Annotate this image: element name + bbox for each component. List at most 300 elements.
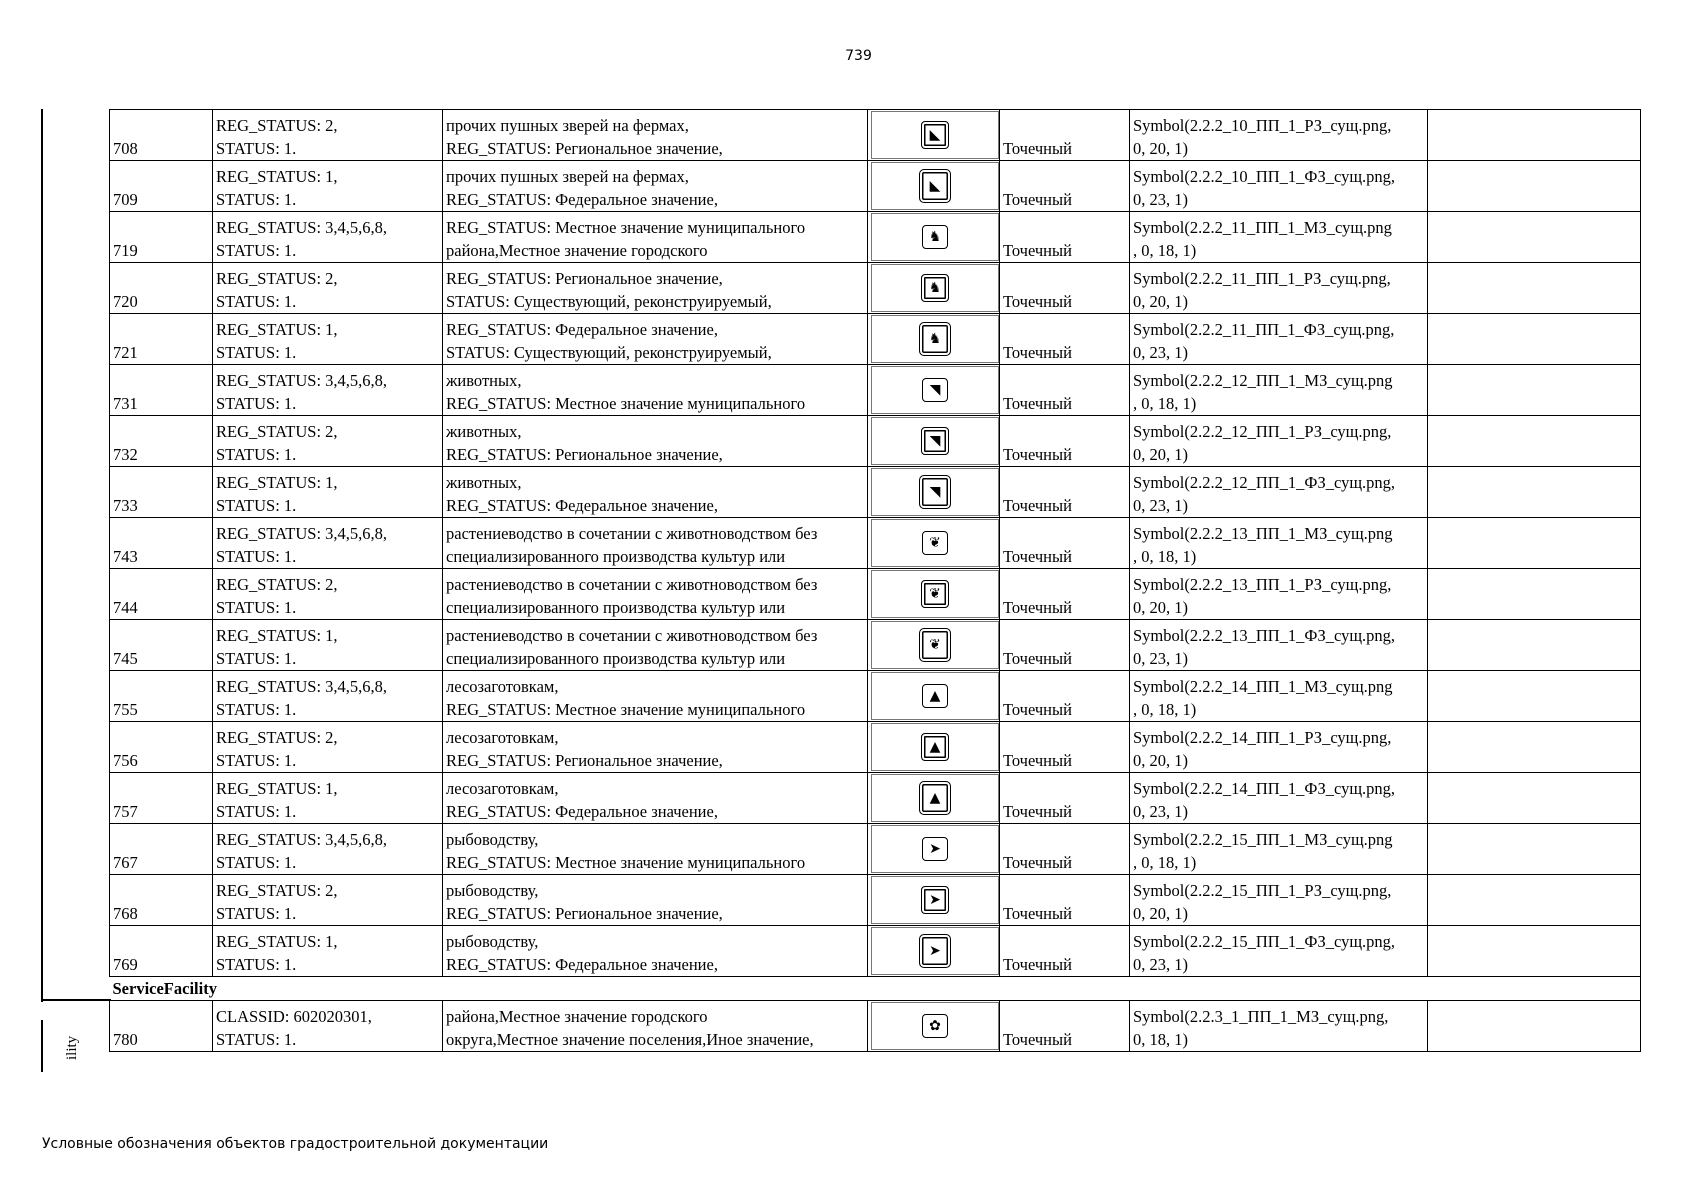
description-cell-text: рыбоводству,: [446, 932, 539, 951]
symbol-expression-cell-text: 0, 23, 1): [1133, 343, 1188, 362]
symbol-expression-cell-text: 0, 20, 1): [1133, 598, 1188, 617]
geometry-type-cell-text: Точечный: [1003, 139, 1072, 158]
symbol-expression-cell-text: Symbol(2.2.2_15_ПП_1_ФЗ_сущ.png,: [1133, 932, 1396, 951]
symbol-expression-cell-text: Symbol(2.2.2_14_ПП_1_МЗ_сущ.png: [1133, 677, 1393, 696]
condition-cell: [213, 314, 443, 365]
symbol-frame: [871, 468, 999, 516]
geometry-type-cell: [1000, 620, 1130, 671]
fish-icon-glyph: ➤: [929, 892, 941, 908]
condition-cell: [213, 722, 443, 773]
table-row: [110, 875, 1641, 926]
description-cell-text: животных,: [446, 473, 522, 492]
condition-cell-text: REG_STATUS: 3,4,5,6,8,: [216, 830, 388, 849]
table-row: [110, 1001, 1641, 1052]
row-id: [110, 263, 213, 314]
symbol-preview-cell: [868, 212, 1000, 263]
symbol-expression-cell-text: 0, 20, 1): [1133, 445, 1188, 464]
description-cell-text: растениеводство в сочетании с животноводством без: [446, 626, 818, 645]
description-cell-text: REG_STATUS: Федеральное значение,: [446, 802, 718, 821]
symbol-expression-cell-text: Symbol(2.2.2_12_ПП_1_РЗ_сущ.png,: [1133, 422, 1392, 441]
fur-animal-icon: [921, 121, 949, 149]
description-cell-text: лесозаготовкам,: [446, 677, 559, 696]
animal-icon: [921, 427, 949, 455]
condition-cell-text: REG_STATUS: 3,4,5,6,8,: [216, 218, 388, 237]
symbol-expression-cell-text: Symbol(2.2.2_14_ПП_1_РЗ_сущ.png,: [1133, 728, 1392, 747]
row-id: [110, 365, 213, 416]
service-facility-icon: [922, 1014, 948, 1038]
symbol-expression-cell-text: Symbol(2.2.2_15_ПП_1_МЗ_сущ.png: [1133, 830, 1393, 849]
animal-icon: [922, 378, 948, 402]
table-row: [110, 671, 1641, 722]
row-id: [110, 314, 213, 365]
row-id-text: 731: [113, 394, 138, 413]
symbol-frame: [871, 162, 999, 210]
symbol-frame: [871, 315, 999, 363]
row-id: [110, 569, 213, 620]
fish-icon: [922, 837, 948, 861]
geometry-type-cell-text: Точечный: [1003, 1030, 1072, 1049]
condition-cell: [213, 263, 443, 314]
symbol-expression-cell-text: Symbol(2.2.2_12_ПП_1_МЗ_сущ.png: [1133, 371, 1393, 390]
row-id-text: 767: [113, 853, 138, 872]
condition-cell-text: STATUS: 1.: [216, 904, 297, 923]
condition-cell: [213, 926, 443, 977]
description-cell-text: STATUS: Существующий, реконструируемый,: [446, 343, 772, 362]
geometry-type-cell-text: Точечный: [1003, 241, 1072, 260]
notes-cell: [1428, 926, 1641, 977]
animal-icon-glyph: ◥: [929, 484, 941, 500]
condition-cell-text: REG_STATUS: 1,: [216, 626, 338, 645]
condition-cell-text: REG_STATUS: 3,4,5,6,8,: [216, 677, 388, 696]
description-cell: [443, 416, 868, 467]
symbol-preview-cell: [868, 824, 1000, 875]
geometry-type-cell: [1000, 722, 1130, 773]
symbol-preview-cell: [868, 518, 1000, 569]
geometry-type-cell-text: Точечный: [1003, 700, 1072, 719]
description-cell-text: REG_STATUS: Региональное значение,: [446, 445, 723, 464]
geometry-type-cell: [1000, 1001, 1130, 1052]
geometry-type-cell-text: Точечный: [1003, 598, 1072, 617]
condition-cell-text: STATUS: 1.: [216, 190, 297, 209]
description-cell: [443, 467, 868, 518]
row-id-text: 721: [113, 343, 138, 362]
fish-icon-glyph: ➤: [929, 841, 941, 857]
description-cell-text: REG_STATUS: Региональное значение,: [446, 139, 723, 158]
condition-cell: [213, 875, 443, 926]
symbol-frame: [871, 774, 999, 822]
geometry-type-cell-text: Точечный: [1003, 904, 1072, 923]
geometry-type-cell: [1000, 314, 1130, 365]
table-row: [110, 824, 1641, 875]
notes-cell: [1428, 569, 1641, 620]
description-cell-text: специализированного производства культур или: [446, 547, 786, 566]
symbol-expression-cell-text: 0, 23, 1): [1133, 649, 1188, 668]
description-cell: [443, 671, 868, 722]
condition-cell-text: STATUS: 1.: [216, 1030, 297, 1049]
condition-cell-text: STATUS: 1.: [216, 343, 297, 362]
row-id: [110, 620, 213, 671]
mixed-farming-icon: [921, 580, 949, 608]
mixed-farming-icon-glyph: ❦: [929, 535, 941, 551]
poultry-icon: [921, 274, 949, 302]
table-row: [110, 926, 1641, 977]
description-cell: [443, 263, 868, 314]
symbol-preview-cell: [868, 722, 1000, 773]
geometry-type-cell-text: Точечный: [1003, 496, 1072, 515]
symbol-frame: [871, 927, 999, 975]
geometry-type-cell-text: Точечный: [1003, 955, 1072, 974]
symbol-preview-cell: [868, 161, 1000, 212]
description-cell: [443, 161, 868, 212]
condition-cell-text: REG_STATUS: 1,: [216, 932, 338, 951]
notes-cell: [1428, 875, 1641, 926]
condition-cell: [213, 671, 443, 722]
animal-icon-glyph: ◥: [929, 433, 941, 449]
row-id-text: 768: [113, 904, 138, 923]
table-row: [110, 110, 1641, 161]
condition-cell: [213, 212, 443, 263]
description-cell: [443, 365, 868, 416]
description-cell-text: животных,: [446, 422, 522, 441]
condition-cell: [213, 569, 443, 620]
footer-caption: Условные обозначения объектов градостроительной документации: [42, 1136, 549, 1152]
row-id: [110, 671, 213, 722]
description-cell-text: прочих пушных зверей на фермах,: [446, 116, 689, 135]
poultry-icon-glyph: ♞: [928, 331, 942, 347]
mixed-farming-icon-glyph: ❦: [929, 637, 941, 653]
description-cell: [443, 875, 868, 926]
notes-cell: [1428, 518, 1641, 569]
table-row: [110, 620, 1641, 671]
notes-cell: [1428, 110, 1641, 161]
description-cell: [443, 722, 868, 773]
notes-cell: [1428, 671, 1641, 722]
table-row: [110, 467, 1641, 518]
symbol-expression-cell-text: Symbol(2.2.2_10_ПП_1_ФЗ_сущ.png,: [1133, 167, 1396, 186]
symbol-expression-cell: [1130, 926, 1428, 977]
condition-cell: [213, 1001, 443, 1052]
mixed-farming-icon: [922, 531, 948, 555]
row-id: [110, 722, 213, 773]
row-id-text: 745: [113, 649, 138, 668]
symbol-preview-cell: [868, 365, 1000, 416]
row-id: [110, 110, 213, 161]
symbol-expression-cell-text: , 0, 18, 1): [1133, 700, 1197, 719]
symbol-expression-cell-text: 0, 23, 1): [1133, 190, 1188, 209]
row-id-text: 709: [113, 190, 138, 209]
symbol-frame: [871, 825, 999, 873]
symbol-preview-cell: [868, 263, 1000, 314]
notes-cell: [1428, 722, 1641, 773]
table-row: [110, 773, 1641, 824]
condition-cell-text: REG_STATUS: 1,: [216, 779, 338, 798]
condition-cell: [213, 467, 443, 518]
condition-cell-text: STATUS: 1.: [216, 547, 297, 566]
mixed-farming-icon: [919, 628, 951, 662]
poultry-icon-glyph: ♞: [928, 280, 942, 296]
symbol-expression-cell: [1130, 518, 1428, 569]
geometry-type-cell-text: Точечный: [1003, 394, 1072, 413]
symbol-frame: [871, 111, 999, 159]
fur-animal-icon-glyph: ◣: [929, 178, 941, 194]
description-cell-text: рыбоводству,: [446, 881, 539, 900]
geometry-type-cell-text: Точечный: [1003, 751, 1072, 770]
description-cell-text: специализированного производства культур или: [446, 598, 786, 617]
row-id-text: 757: [113, 802, 138, 821]
symbol-expression-cell-text: 0, 23, 1): [1133, 802, 1188, 821]
mixed-farming-icon-glyph: ❦: [929, 586, 941, 602]
symbol-expression-cell-text: Symbol(2.2.2_13_ПП_1_МЗ_сущ.png: [1133, 524, 1393, 543]
table-row: [110, 722, 1641, 773]
symbol-expression-cell: [1130, 365, 1428, 416]
table-row: [110, 416, 1641, 467]
condition-cell-text: REG_STATUS: 3,4,5,6,8,: [216, 524, 388, 543]
table-row: [110, 365, 1641, 416]
geometry-type-cell: [1000, 161, 1130, 212]
condition-cell-text: REG_STATUS: 2,: [216, 575, 338, 594]
tree-icon: [922, 684, 948, 708]
description-cell: [443, 926, 868, 977]
symbol-preview-cell: [868, 110, 1000, 161]
description-cell-text: STATUS: Существующий, реконструируемый,: [446, 292, 772, 311]
description-cell-text: растениеводство в сочетании с животноводством без: [446, 575, 818, 594]
symbol-expression-cell: [1130, 110, 1428, 161]
row-id-text: 708: [113, 139, 138, 158]
symbol-expression-cell-text: Symbol(2.2.2_11_ПП_1_РЗ_сущ.png,: [1133, 269, 1391, 288]
symbol-expression-cell: [1130, 824, 1428, 875]
symbol-frame: [871, 213, 999, 261]
condition-cell-text: STATUS: 1.: [216, 649, 297, 668]
symbol-frame: [871, 1002, 999, 1050]
description-cell-text: REG_STATUS: Федеральное значение,: [446, 320, 718, 339]
geometry-type-cell: [1000, 926, 1130, 977]
condition-cell-text: STATUS: 1.: [216, 853, 297, 872]
condition-cell-text: STATUS: 1.: [216, 955, 297, 974]
geometry-type-cell-text: Точечный: [1003, 445, 1072, 464]
geometry-type-cell-text: Точечный: [1003, 292, 1072, 311]
condition-cell: [213, 416, 443, 467]
table-row: [110, 518, 1641, 569]
symbol-expression-cell-text: Symbol(2.2.2_13_ПП_1_ФЗ_сущ.png,: [1133, 626, 1396, 645]
symbol-expression-cell: [1130, 212, 1428, 263]
condition-cell: [213, 773, 443, 824]
symbol-expression-cell-text: Symbol(2.2.3_1_ПП_1_МЗ_сущ.png,: [1133, 1007, 1389, 1026]
rotated-side-label: ility: [64, 1035, 80, 1060]
symbol-expression-cell-text: Symbol(2.2.2_10_ПП_1_РЗ_сущ.png,: [1133, 116, 1392, 135]
condition-cell-text: STATUS: 1.: [216, 496, 297, 515]
section-divider: [41, 999, 111, 1001]
symbol-frame: [871, 519, 999, 567]
description-cell: [443, 824, 868, 875]
section-title: ServiceFacility: [110, 977, 1641, 1001]
row-id-text: 744: [113, 598, 138, 617]
row-id-text: 769: [113, 955, 138, 974]
symbol-preview-cell: [868, 620, 1000, 671]
service-facility-icon-glyph: ✿: [929, 1018, 941, 1034]
description-cell-text: района,Местное значение городского: [446, 1007, 708, 1026]
row-id-text: 720: [113, 292, 138, 311]
symbol-frame: [871, 723, 999, 771]
row-id: [110, 467, 213, 518]
symbol-frame: [871, 876, 999, 924]
geometry-type-cell: [1000, 824, 1130, 875]
condition-cell-text: REG_STATUS: 2,: [216, 269, 338, 288]
geometry-type-cell: [1000, 110, 1130, 161]
row-id: [110, 212, 213, 263]
condition-cell-text: STATUS: 1.: [216, 292, 297, 311]
symbol-frame: [871, 417, 999, 465]
symbol-frame: [871, 570, 999, 618]
description-cell: [443, 569, 868, 620]
notes-cell: [1428, 212, 1641, 263]
tree-icon-glyph: ▲: [929, 688, 941, 704]
tree-icon-glyph: ▲: [929, 790, 941, 806]
symbol-expression-cell: [1130, 569, 1428, 620]
description-cell-text: REG_STATUS: Федеральное значение,: [446, 190, 718, 209]
condition-cell-text: REG_STATUS: 1,: [216, 320, 338, 339]
geometry-type-cell-text: Точечный: [1003, 649, 1072, 668]
description-cell-text: растениеводство в сочетании с животноводством без: [446, 524, 818, 543]
symbol-expression-cell-text: Symbol(2.2.2_11_ПП_1_МЗ_сущ.png: [1133, 218, 1392, 237]
symbol-expression-cell: [1130, 1001, 1428, 1052]
geometry-type-cell-text: Точечный: [1003, 853, 1072, 872]
symbol-expression-cell-text: 0, 18, 1): [1133, 1030, 1188, 1049]
left-border-rule: [41, 109, 43, 1002]
condition-cell-text: REG_STATUS: 2,: [216, 422, 338, 441]
row-id: [110, 773, 213, 824]
condition-cell-text: CLASSID: 602020301,: [216, 1007, 372, 1026]
symbol-preview-cell: [868, 926, 1000, 977]
geometry-type-cell: [1000, 263, 1130, 314]
description-cell: [443, 314, 868, 365]
fish-icon: [921, 886, 949, 914]
symbol-expression-cell: [1130, 416, 1428, 467]
geometry-type-cell: [1000, 467, 1130, 518]
geometry-type-cell: [1000, 569, 1130, 620]
description-cell-text: животных,: [446, 371, 522, 390]
condition-cell: [213, 518, 443, 569]
description-cell: [443, 518, 868, 569]
section-header-row: [110, 977, 1641, 1001]
description-cell-text: специализированного производства культур или: [446, 649, 786, 668]
table-row: [110, 212, 1641, 263]
description-cell-text: REG_STATUS: Федеральное значение,: [446, 496, 718, 515]
poultry-icon: [919, 322, 951, 356]
row-id: [110, 518, 213, 569]
notes-cell: [1428, 314, 1641, 365]
condition-cell-text: STATUS: 1.: [216, 394, 297, 413]
notes-cell: [1428, 1001, 1641, 1052]
row-id: [110, 824, 213, 875]
symbol-frame: [871, 366, 999, 414]
symbol-expression-cell-text: 0, 20, 1): [1133, 751, 1188, 770]
symbol-preview-cell: [868, 467, 1000, 518]
symbol-expression-cell: [1130, 161, 1428, 212]
tree-icon: [919, 781, 951, 815]
symbol-expression-cell: [1130, 773, 1428, 824]
symbol-expression-cell: [1130, 722, 1428, 773]
fish-icon: [919, 934, 951, 968]
tree-icon: [921, 733, 949, 761]
symbol-preview-cell: [868, 773, 1000, 824]
description-cell-text: REG_STATUS: Местное значение муниципального: [446, 218, 806, 237]
description-cell: [443, 620, 868, 671]
symbol-expression-cell-text: Symbol(2.2.2_11_ПП_1_ФЗ_сущ.png,: [1133, 320, 1395, 339]
geometry-type-cell: [1000, 416, 1130, 467]
condition-cell: [213, 161, 443, 212]
symbol-expression-cell-text: Symbol(2.2.2_12_ПП_1_ФЗ_сущ.png,: [1133, 473, 1396, 492]
condition-cell-text: REG_STATUS: 2,: [216, 116, 338, 135]
symbol-expression-cell-text: 0, 20, 1): [1133, 292, 1188, 311]
condition-cell-text: STATUS: 1.: [216, 139, 297, 158]
notes-cell: [1428, 365, 1641, 416]
description-cell-text: REG_STATUS: Региональное значение,: [446, 904, 723, 923]
symbol-frame: [871, 264, 999, 312]
condition-cell-text: STATUS: 1.: [216, 241, 297, 260]
symbol-expression-cell: [1130, 467, 1428, 518]
geometry-type-cell: [1000, 212, 1130, 263]
description-cell-text: REG_STATUS: Региональное значение,: [446, 751, 723, 770]
symbol-frame: [871, 621, 999, 669]
geometry-type-cell: [1000, 365, 1130, 416]
symbol-preview-cell: [868, 671, 1000, 722]
description-cell-text: района,Местное значение городского: [446, 241, 708, 260]
condition-cell: [213, 620, 443, 671]
description-cell: [443, 212, 868, 263]
poultry-icon-glyph: ♞: [928, 229, 942, 245]
fish-icon-glyph: ➤: [929, 943, 941, 959]
condition-cell-text: STATUS: 1.: [216, 598, 297, 617]
geometry-type-cell: [1000, 518, 1130, 569]
symbol-expression-cell-text: Symbol(2.2.2_15_ПП_1_РЗ_сущ.png,: [1133, 881, 1392, 900]
description-cell-text: REG_STATUS: Федеральное значение,: [446, 955, 718, 974]
symbol-expression-cell-text: 0, 20, 1): [1133, 904, 1188, 923]
fur-animal-icon-glyph: ◣: [929, 127, 941, 143]
description-cell-text: REG_STATUS: Местное значение муниципального: [446, 853, 806, 872]
symbol-preview-cell: [868, 1001, 1000, 1052]
row-id: [110, 161, 213, 212]
fur-animal-icon: [919, 169, 951, 203]
row-id-text: 743: [113, 547, 138, 566]
table-row: [110, 569, 1641, 620]
description-cell-text: лесозаготовкам,: [446, 779, 559, 798]
description-cell-text: REG_STATUS: Местное значение муниципального: [446, 394, 806, 413]
symbol-expression-cell-text: , 0, 18, 1): [1133, 394, 1197, 413]
row-id: [110, 875, 213, 926]
geometry-type-cell: [1000, 671, 1130, 722]
condition-cell: [213, 110, 443, 161]
row-id-text: 755: [113, 700, 138, 719]
row-id: [110, 1001, 213, 1052]
description-cell: [443, 773, 868, 824]
notes-cell: [1428, 161, 1641, 212]
description-cell-text: округа,Местное значение поселения,Иное значение,: [446, 1030, 814, 1049]
table-row: [110, 314, 1641, 365]
description-cell-text: REG_STATUS: Региональное значение,: [446, 269, 723, 288]
description-cell-text: рыбоводству,: [446, 830, 539, 849]
condition-cell-text: REG_STATUS: 2,: [216, 728, 338, 747]
row-id-text: 756: [113, 751, 138, 770]
geometry-type-cell: [1000, 773, 1130, 824]
symbol-expression-cell-text: , 0, 18, 1): [1133, 241, 1197, 260]
geometry-type-cell: [1000, 875, 1130, 926]
symbol-expression-cell-text: 0, 23, 1): [1133, 955, 1188, 974]
row-id-text: 780: [113, 1030, 138, 1049]
symbol-table: [109, 109, 1641, 1052]
left-border-rule-lower: [41, 1020, 43, 1072]
symbol-expression-cell-text: Symbol(2.2.2_14_ПП_1_ФЗ_сущ.png,: [1133, 779, 1396, 798]
condition-cell-text: STATUS: 1.: [216, 445, 297, 464]
